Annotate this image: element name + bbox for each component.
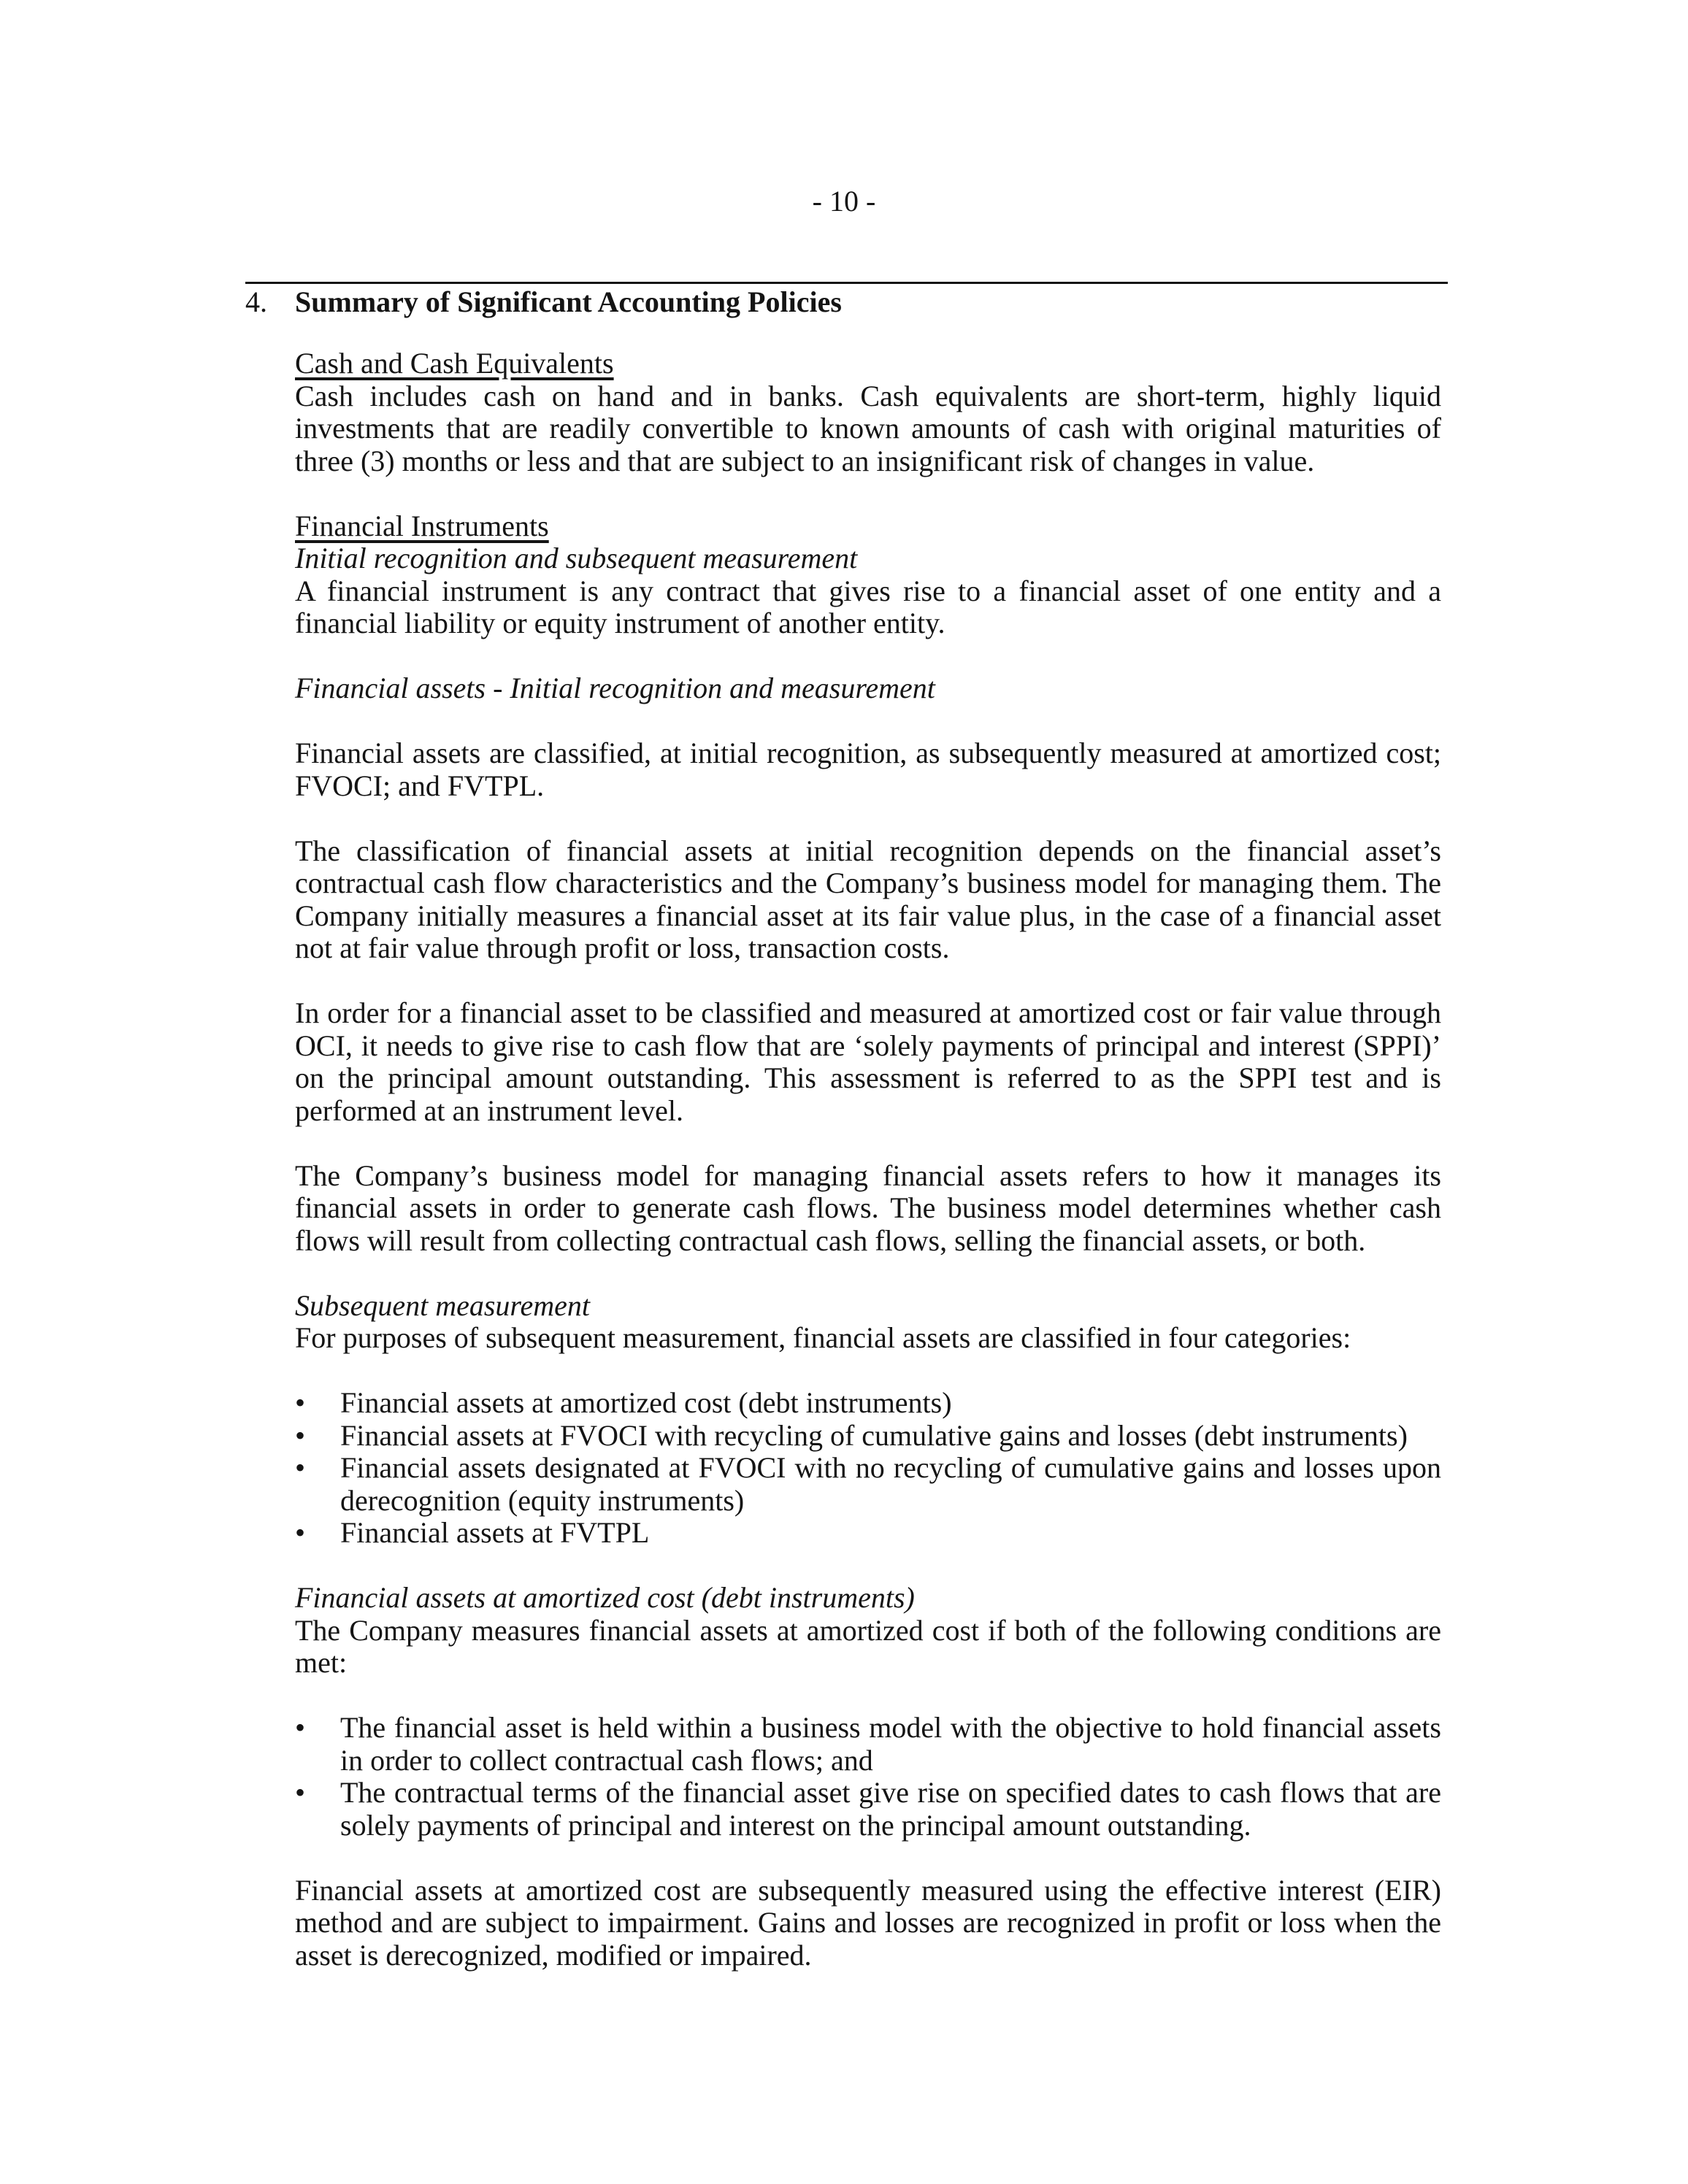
sppi-paragraph: In order for a financial asset to be classified and measured at amortized cost or fair value through OCI, it needs to give rise to cash flow that are ‘solely payments of principal and interest (SPPI)’ on the principal amount outstanding. This assessment is referred to as the SPPI test and is performed at an instrument level.	[295, 996, 1441, 1127]
amortized-cost-intro: The Company measures financial assets at amortized cost if both of the following conditions are met:	[295, 1613, 1441, 1679]
classification-paragraph: Financial assets are classified, at initial recognition, as subsequently measured at amortized cost; FVOCI; and FVTPL.	[295, 737, 1441, 802]
bullet-icon: •	[295, 1451, 306, 1484]
cash-paragraph: Cash includes cash on hand and in banks. Cash equivalents are short-term, highly liquid investments that are readily convertible to known amounts of cash with original maturities of three (3) months or less and that are subject to an insignificant risk of changes in value.	[295, 379, 1441, 477]
initial-recognition-subheading: Initial recognition and subsequent measurement	[295, 542, 858, 574]
financial-instrument-definition: A financial instrument is any contract that gives rise to a financial asset of one entity and a financial liability or equity instrument of another entity.	[295, 574, 1441, 639]
bullet-icon: •	[295, 1386, 306, 1419]
bullet-icon: •	[295, 1711, 306, 1744]
business-model-paragraph: The Company’s business model for managing financial assets refers to how it manages its financial assets in order to generate cash flows. The business model determines whether cash flows will result from collecting contractual cash flows, selling the financial assets, or both.	[295, 1158, 1441, 1257]
section-number: 4.	[245, 285, 267, 318]
document-body	[295, 347, 1441, 1972]
subsequent-categories-list	[295, 1387, 1441, 1550]
financial-assets-initial-heading: Financial assets - Initial recognition and measurement	[295, 672, 935, 704]
amortized-cost-closing-paragraph: Financial assets at amortized cost are subsequently measured using the effective interest (EIR) method and are subject to impairment. Gains and losses are recognized in profit or loss when the asset is derecognized, modified or impaired.	[295, 1873, 1441, 1972]
list-item: • Financial assets designated at FVOCI with no recycling of cumulative gains and losses upon derecognition (equity instruments)	[295, 1451, 1441, 1517]
list-item: • The contractual terms of the financial asset give rise on specified dates to cash flows that are solely payments of principal and interest on the principal amount outstanding.	[295, 1776, 1441, 1842]
list-item: • The financial asset is held within a business model with the objective to hold financial assets in order to collect contractual cash flows; and	[295, 1711, 1441, 1777]
bullet-icon: •	[295, 1418, 306, 1452]
classification-basis-paragraph: The classification of financial assets at initial recognition depends on the financial asset’s contractual cash flow characteristics and the Company’s business model for managing them. The Company initially measures a financial asset at its fair value plus, in the case of a financial asset not at fair value through profit or loss, transaction costs.	[295, 834, 1441, 964]
list-item: • Financial assets at FVOCI with recycling of cumulative gains and losses (debt instruments)	[295, 1418, 1408, 1452]
cash-heading: Cash and Cash Equivalents	[295, 347, 614, 380]
list-item: • Financial assets at FVTPL	[295, 1516, 650, 1549]
bullet-icon: •	[295, 1516, 306, 1549]
list-item: • Financial assets at amortized cost (debt instruments)	[295, 1386, 952, 1419]
bullet-icon: •	[295, 1776, 306, 1809]
financial-instruments-heading: Financial Instruments	[295, 509, 549, 542]
amortized-cost-conditions-list	[295, 1712, 1441, 1842]
subsequent-measurement-heading: Subsequent measurement	[295, 1288, 590, 1322]
section-heading	[245, 283, 1448, 321]
section-title: Summary of Significant Accounting Policies	[295, 285, 842, 318]
amortized-cost-heading: Financial assets at amortized cost (debt instruments)	[295, 1581, 915, 1614]
page-number: - 10 -	[812, 185, 876, 218]
subsequent-measurement-intro: For purposes of subsequent measurement, financial assets are classified in four categories:	[295, 1321, 1351, 1354]
